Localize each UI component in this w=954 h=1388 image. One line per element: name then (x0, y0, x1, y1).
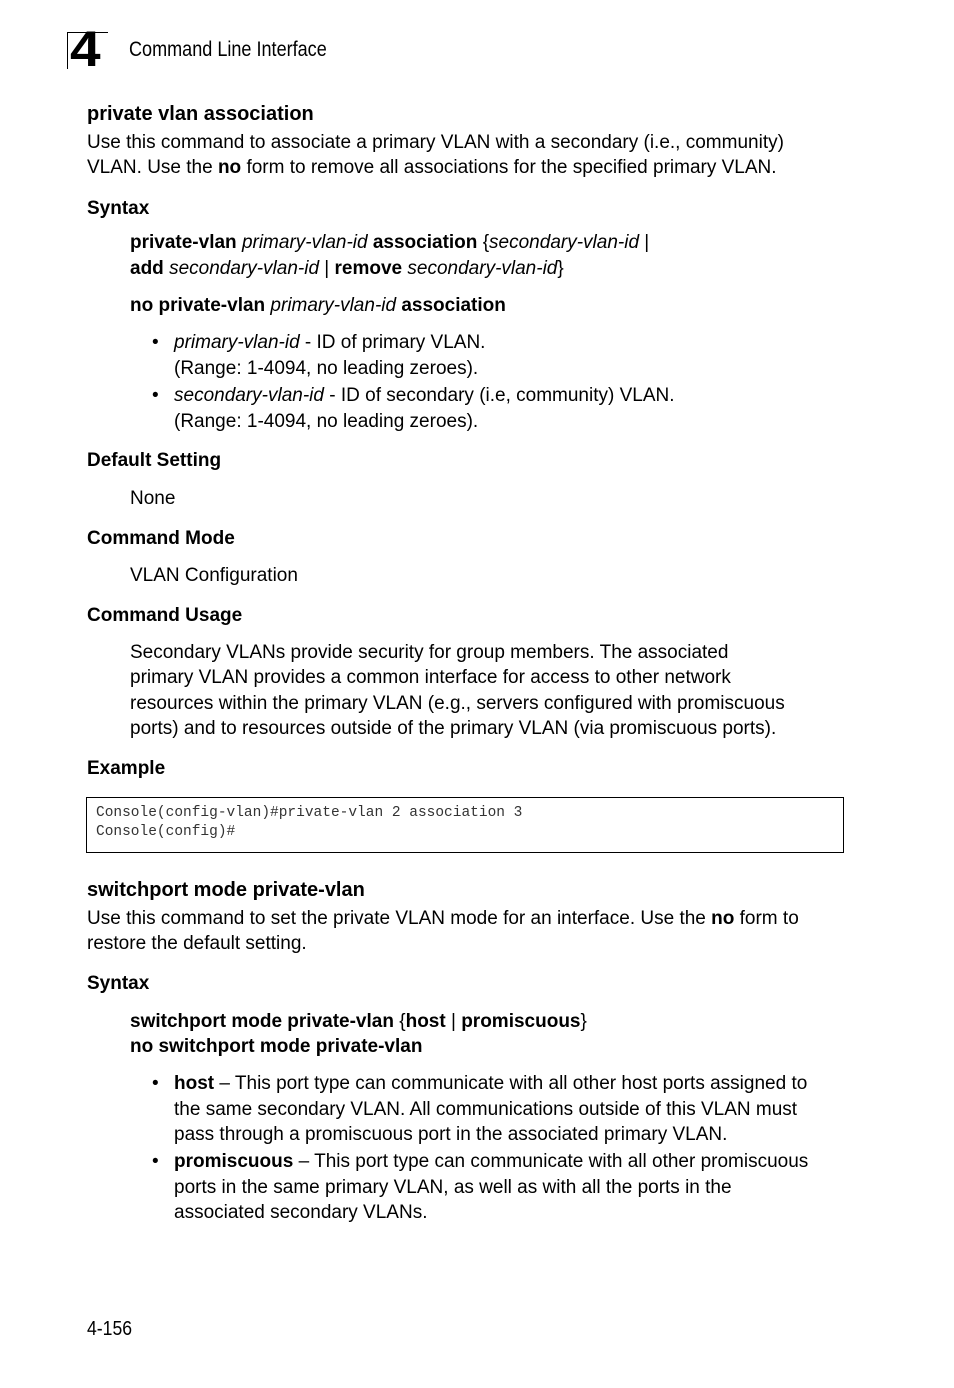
param-item: promiscuous – This port type can communicate with all other promiscuous (174, 1151, 809, 1172)
usage-heading: Command Usage (87, 605, 243, 626)
description-line: restore the default setting. (87, 933, 307, 954)
code-line: Console(config-vlan)#private-vlan 2 association 3 (96, 805, 523, 821)
description-line: Use this command to associate a primary VLAN with a secondary (i.e., community) (87, 132, 784, 153)
description-line: Use this command to set the private VLAN mode for an interface. Use the no form to (87, 908, 799, 929)
bullet: • (152, 1073, 159, 1094)
param-line: associated secondary VLANs. (174, 1202, 428, 1223)
param-range: (Range: 1-4094, no leading zeroes). (174, 411, 479, 432)
param-line: ports in the same primary VLAN, as well as with all the ports in the (174, 1177, 732, 1198)
usage-line: Secondary VLANs provide security for group members. The associated (130, 642, 729, 663)
syntax-line: private-vlan primary-vlan-id association {secondary-vlan-id | (130, 232, 650, 253)
syntax-heading: Syntax (87, 973, 150, 994)
bullet: • (152, 1151, 159, 1172)
usage-line: primary VLAN provides a common interface for access to other network (130, 667, 731, 688)
chapter-number: 4 (70, 21, 101, 77)
syntax-line: switchport mode private-vlan {host | promiscuous} (130, 1011, 587, 1032)
param-range: (Range: 1-4094, no leading zeroes). (174, 358, 479, 379)
param-line: the same secondary VLAN. All communications outside of this VLAN must (174, 1099, 798, 1120)
bullet: • (152, 332, 159, 353)
syntax-line: no private-vlan primary-vlan-id association (130, 295, 506, 316)
default-value: None (130, 488, 176, 509)
syntax-heading: Syntax (87, 198, 150, 219)
default-heading: Default Setting (87, 450, 222, 471)
param-item: primary-vlan-id - ID of primary VLAN. (174, 332, 486, 353)
description-line: VLAN. Use the no form to remove all associations for the specified primary VLAN. (87, 157, 777, 178)
code-line: Console(config)# (96, 824, 236, 840)
usage-line: resources within the primary VLAN (e.g., servers configured with promiscuous (130, 693, 785, 714)
section-title: private vlan association (87, 103, 314, 125)
code-example (86, 797, 844, 853)
page-number: 4-156 (87, 1318, 133, 1340)
mode-value: VLAN Configuration (130, 565, 298, 586)
section-title: switchport mode private-vlan (87, 879, 365, 901)
running-header: Command Line Interface (129, 38, 327, 61)
bullet: • (152, 385, 159, 406)
usage-line: ports) and to resources outside of the primary VLAN (via promiscuous ports). (130, 718, 777, 739)
mode-heading: Command Mode (87, 528, 235, 549)
param-item: host – This port type can communicate with all other host ports assigned to (174, 1073, 808, 1094)
example-heading: Example (87, 758, 166, 779)
syntax-line: no switchport mode private-vlan (130, 1036, 423, 1057)
param-line: pass through a promiscuous port in the associated primary VLAN. (174, 1124, 728, 1145)
syntax-line: add secondary-vlan-id | remove secondary-vlan-id} (130, 258, 564, 279)
param-item: secondary-vlan-id - ID of secondary (i.e, community) VLAN. (174, 385, 675, 406)
